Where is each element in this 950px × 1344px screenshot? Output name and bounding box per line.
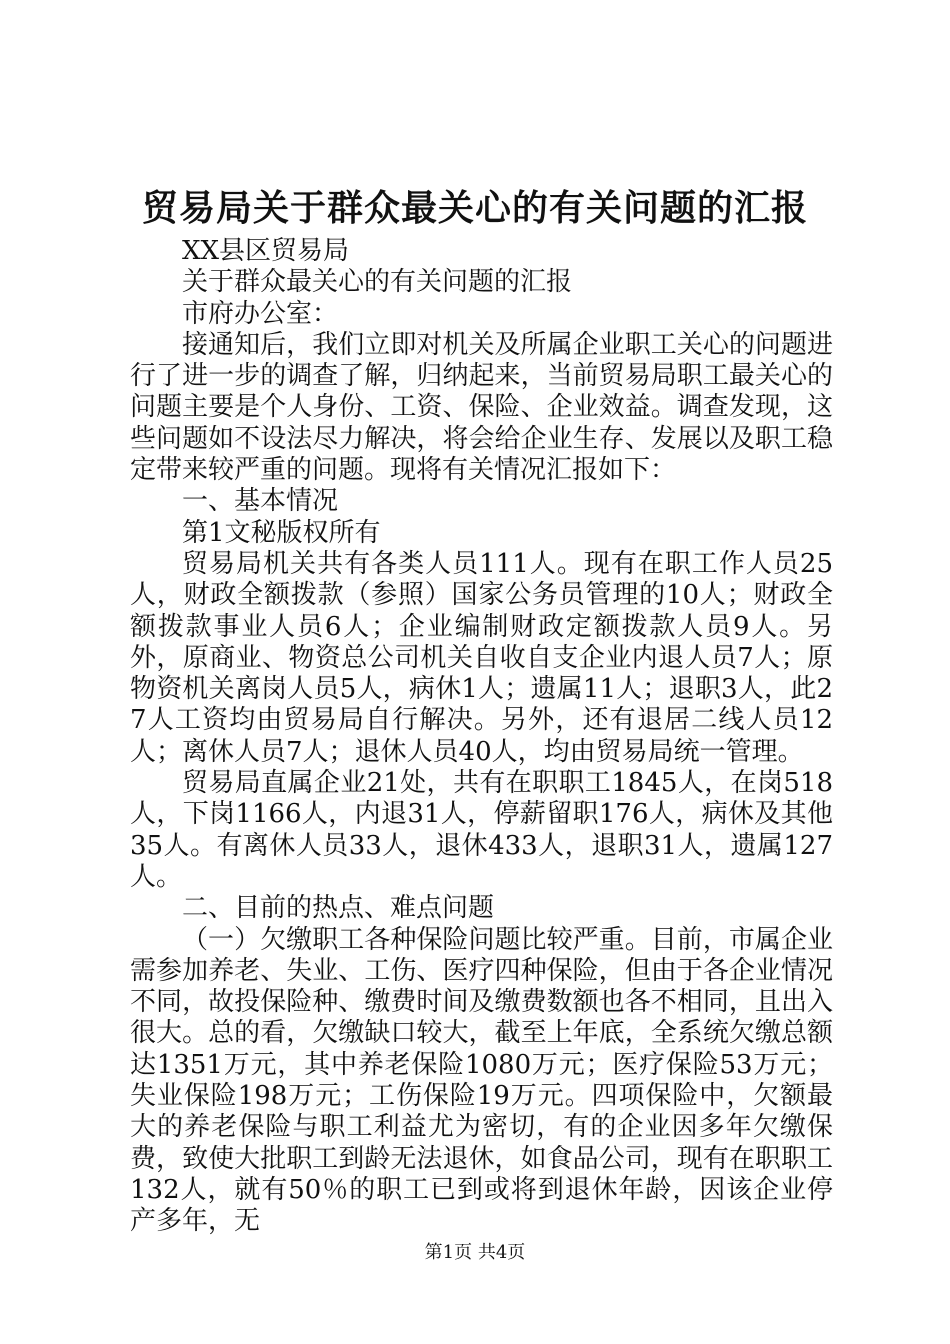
page-number: 第1页 共4页: [424, 1242, 526, 1263]
paragraph-intro: 接通知后，我们立即对机关及所属企业职工关心的问题进行了进一步的调查了解，归纳起来，当前贸易局职工最关心的问题主要是个人身份、工资、保险、企业效益。调查发现，这些问题如不设法尽力解决，将会给企业生存、发展以及职工稳定带来较严重的问题。现将有关情况汇报如下：: [130, 329, 833, 486]
paragraph-issuer: XX县区贸易局: [182, 236, 350, 266]
paragraph-bureau-staff: 贸易局机关共有各类人员111人。现有在职工作人员25人，财政全额拨款（参照）国家公务员管理的10人；财政全额拨款事业人员6人；企业编制财政定额拨款人员9人。另外，原商业、物资总公司机关自收自支企业内退人员7人；原物资机关离岗人员5人，病休1人；遗属11人；退职3人，此27人工资均由贸易局自行解决。另外，还有退居二线人员12人；离休人员7人；退休人员40人，均由贸易局统一管理。: [130, 548, 833, 767]
section-heading-issues: 二、目前的热点、难点问题: [182, 893, 495, 924]
paragraph-subject: 关于群众最关心的有关问题的汇报: [182, 267, 573, 298]
section-heading-basic: 一、基本情况: [182, 486, 339, 517]
paragraph-enterprise-staff: 贸易局直属企业21处，共有在职职工1845人，在岗518人，下岗1166人，内退31人，停薪留职176人，病休及其他35人。有离休人员33人，退休433人，退职31人，遗属127人。: [130, 768, 833, 892]
document-body: [130, 236, 833, 1238]
paragraph-insurance: （一）欠缴职工各种保险问题比较严重。目前，市属企业需参加养老、失业、工伤、医疗四种保险，但由于各企业情况不同，故投保险种、缴费时间及缴费数额也各不相同，且出入很大。总的看，欠缴缺口较大，截至上年底，全系统欠缴总额达1351万元，其中养老保险1080万元；医疗保险53万元；失业保险198万元；工伤保险19万元。四项保险中，欠额最大的养老保险与职工利益尤为密切，有的企业因多年欠缴保费，致使大批职工到龄无法退休，如食品公司，现有在职职工132人，就有50％的职工已到或将到退休年龄，因该企业停产多年，无: [130, 924, 833, 1237]
document-title: 贸易局关于群众最关心的有关问题的汇报: [141, 187, 808, 229]
paragraph-copyright: 第1文秘版权所有: [182, 517, 381, 548]
paragraph-recipient: 市府办公室：: [182, 298, 339, 329]
